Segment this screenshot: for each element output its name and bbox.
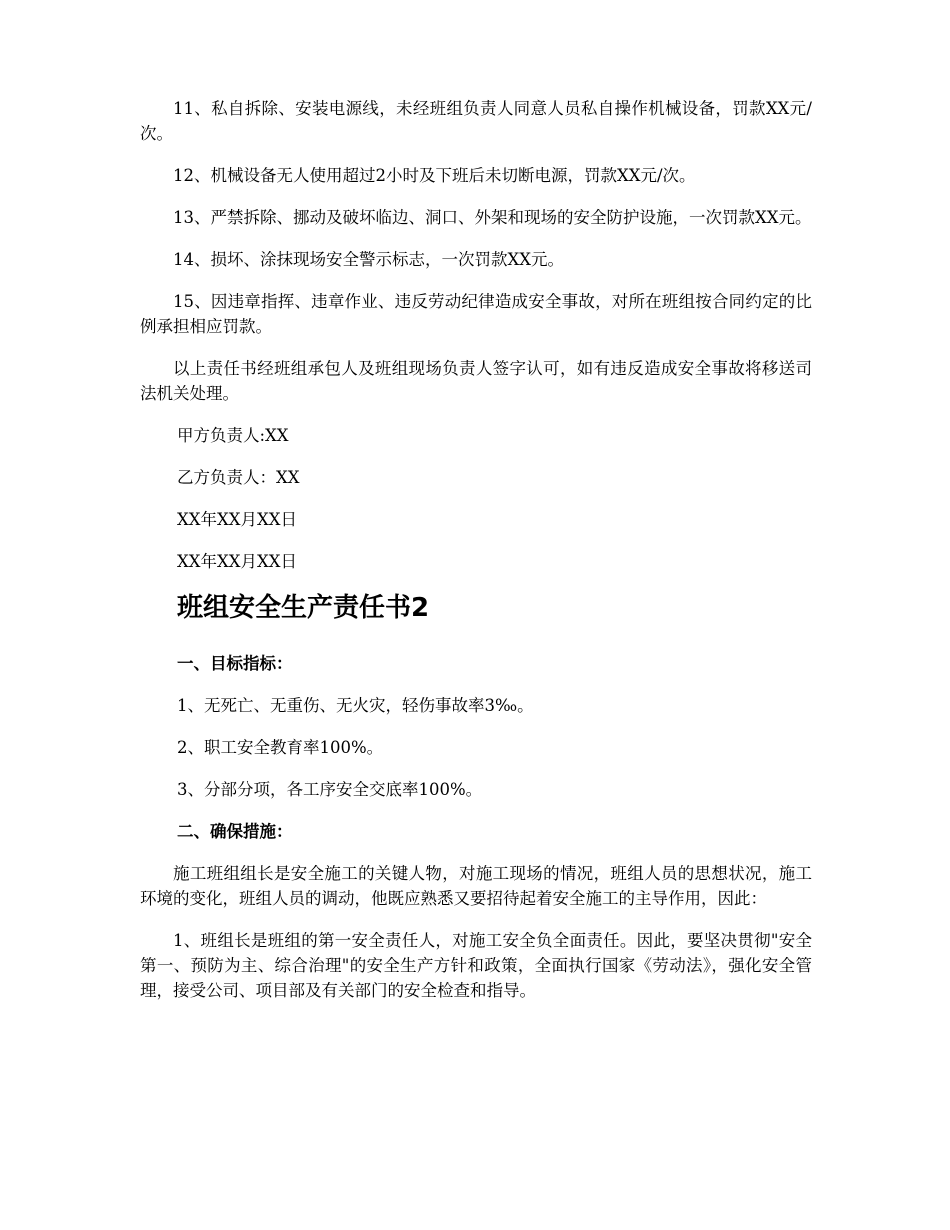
closing-statement: 以上责任书经班组承包人及班组现场负责人签字认可，如有违反造成安全事故将移送司法机关处理。 [140,359,812,403]
rule-item-11: 11、私自拆除、安装电源线，未经班组负责人同意人员私自操作机械设备，罚款XX元/次。 [140,99,812,143]
measure-item-1: 1、班组长是班组的第一安全责任人，对施工安全负全面责任。因此，要坚决贯彻"安全第一、预防为主、综合治理"的安全生产方针和政策，全面执行国家《劳动法》，强化安全管理，接受公司、项目部及有关部门的安全检查和指导。 [140,931,812,1000]
rule-item-13: 13、严禁拆除、挪动及破坏临边、洞口、外架和现场的安全防护设施，一次罚款XX元。 [173,208,812,227]
goals-heading: 一、目标指标： [177,654,293,673]
date-a: XX年XX月XX日 [177,510,297,529]
document-title-2: 班组安全生产责任书2 [177,593,430,623]
goal-item-2: 2、职工安全教育率100%。 [177,738,384,757]
party-b-signatory: 乙方负责人：XX [177,468,300,487]
measures-heading: 二、确保措施： [177,822,293,841]
rule-item-12: 12、机械设备无人使用超过2小时及下班后未切断电源，罚款XX元/次。 [173,166,696,185]
rule-item-15: 15、因违章指挥、违章作业、违反劳动纪律造成安全事故，对所在班组按合同约定的比例承担相应罚款。 [140,292,812,336]
measures-intro: 施工班组组长是安全施工的关键人物，对施工现场的情况，班组人员的思想状况，施工环境的变化，班组人员的调动，他既应熟悉又要招待起着安全施工的主导作用，因此： [140,864,812,908]
goal-item-3: 3、分部分项，各工序安全交底率100%。 [177,780,483,799]
goal-item-1: 1、无死亡、无重伤、无火灾，轻伤事故率3‰。 [177,696,534,715]
rule-item-14: 14、损坏、涂抹现场安全警示标志，一次罚款XX元。 [173,250,564,269]
party-a-signatory: 甲方负责人:XX [177,426,289,445]
date-b: XX年XX月XX日 [177,552,297,571]
document-page [140,96,812,1020]
